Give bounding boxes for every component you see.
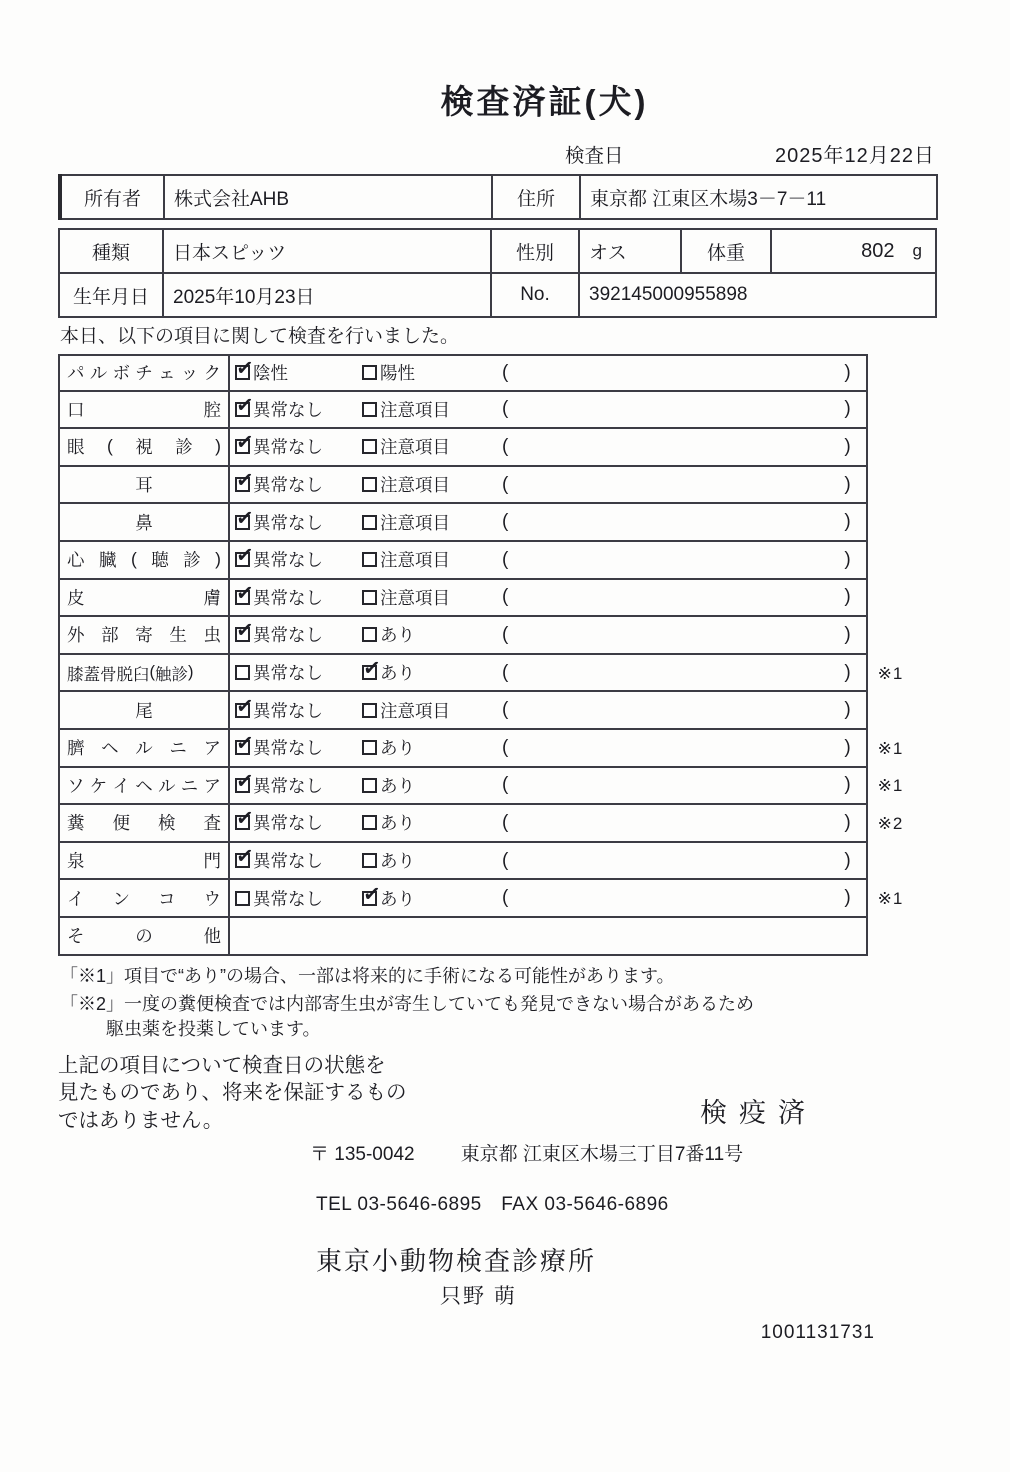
remarks-field: [502, 398, 866, 420]
check-mark-icon: ✓: [234, 430, 255, 456]
item-label: そ の 他: [60, 918, 230, 954]
row-note: ※1: [877, 889, 904, 909]
option-1-label: 異常なし: [253, 399, 323, 420]
checklist-row: [58, 504, 935, 542]
paren-close: ): [844, 887, 851, 909]
birth-label: 生年月日: [59, 273, 163, 317]
paren-close: ): [844, 586, 851, 608]
option-2-label: あり: [380, 738, 415, 759]
checkbox-option-1: [234, 806, 255, 832]
option-2: [362, 434, 502, 459]
item-options: [230, 392, 866, 428]
option-1: [234, 430, 362, 459]
paren-open: (: [502, 435, 509, 457]
checklist-row: [58, 467, 935, 505]
veterinarian-name: 只野 萌: [440, 1285, 517, 1308]
item-options: [230, 692, 866, 728]
row-note: [868, 918, 935, 956]
item-options: [230, 730, 866, 766]
checkbox-option-2: [362, 590, 377, 605]
checklist-row: [58, 768, 935, 806]
option-1: [234, 768, 362, 798]
owner-value: 株式会社AHB: [164, 175, 492, 219]
paren-open: (: [502, 398, 509, 420]
checkbox-option-1: [235, 665, 250, 680]
paren-open: (: [502, 361, 509, 383]
option-2-label: 注意項目: [380, 475, 450, 496]
footnote-2-line2: 駆虫薬を投薬しています。: [106, 1018, 321, 1039]
row-note: ※1: [877, 663, 904, 683]
option-2: [362, 698, 502, 723]
checkbox-option-1: [234, 844, 255, 869]
disclaimer-line2: 見たものであり、将来を保証するもの: [58, 1081, 407, 1104]
option-1: [234, 618, 362, 647]
checkbox-option-2: [362, 552, 377, 567]
option-2-label: あり: [380, 625, 415, 646]
item-label: 鼻: [60, 504, 230, 540]
checklist-row: [58, 692, 935, 730]
checklist-row: [58, 805, 935, 843]
option-2-label: あり: [380, 813, 415, 834]
checklist-row: [58, 617, 935, 655]
footnote-2-line1: 「※2」一度の糞便検査では内部寄生虫が寄生していても発見できない場合があるため: [60, 993, 755, 1014]
checklist-row: [58, 880, 935, 918]
table-row: [59, 273, 936, 317]
option-1-label: 異常なし: [253, 738, 323, 759]
item-options: [230, 356, 866, 390]
row-note: [868, 429, 935, 467]
remarks-field: [502, 586, 866, 608]
paren-open: (: [502, 887, 509, 909]
paren-open: (: [502, 623, 509, 645]
paren-open: (: [502, 473, 509, 495]
checkbox-option-1: [234, 505, 255, 531]
row-note: ※1: [877, 776, 904, 796]
paren-open: (: [502, 699, 509, 721]
remarks-field: [502, 812, 866, 834]
item-options: [230, 805, 866, 841]
paren-open: (: [502, 736, 509, 758]
footnote-2: [60, 992, 935, 1042]
checkbox-option-1: [234, 468, 255, 493]
option-2: [361, 656, 502, 685]
checklist-row: [58, 655, 935, 693]
checkbox-option-2: [362, 778, 377, 793]
checkbox-option-2: [362, 815, 377, 830]
checkbox-option-1: [234, 356, 255, 382]
intro-text: 本日、以下の項目に関して検査を行いました。: [60, 326, 460, 347]
option-1: [234, 581, 362, 610]
remarks-field: [502, 362, 866, 384]
checkbox-option-1: [234, 768, 255, 794]
checkbox-option-2: [362, 402, 377, 417]
address-label: 住所: [492, 175, 580, 219]
item-label: 心 臓 ( 聴 診 ): [60, 542, 230, 578]
item-label: 糞 便 検 査: [60, 805, 230, 841]
paren-open: (: [502, 811, 509, 833]
check-mark-icon: ✓: [234, 468, 255, 493]
option-1-label: 異常なし: [253, 437, 323, 458]
item-label: 眼 ( 視 診 ): [60, 429, 230, 465]
option-1: [234, 731, 362, 760]
option-1: [234, 505, 362, 535]
owner-table: [58, 174, 938, 220]
paren-open: (: [502, 511, 509, 533]
option-2-label: 注意項目: [380, 700, 450, 721]
exam-date-row: [58, 138, 935, 168]
option-1-label: 異常なし: [253, 550, 323, 571]
option-1-label: 異常なし: [253, 512, 323, 533]
remarks-field: [502, 549, 866, 571]
animal-info-table: [58, 228, 937, 318]
option-2-label: あり: [380, 851, 415, 872]
disclaimer-line1: 上記の項目について検査日の状態を: [58, 1053, 386, 1077]
table-row: [59, 229, 936, 273]
option-1-label: 異常なし: [253, 851, 323, 872]
option-1: [235, 886, 362, 911]
option-1: [234, 543, 362, 572]
clinic-name: 東京小動物検査診療所: [316, 1246, 597, 1276]
paren-close: ): [844, 699, 851, 721]
row-note: [868, 692, 935, 730]
option-1: [234, 844, 362, 873]
option-2: [362, 397, 502, 422]
checklist-row: [58, 730, 935, 768]
checkbox-option-2: [362, 627, 377, 642]
row-note: [868, 504, 935, 542]
remarks-field: [502, 850, 866, 872]
row-note: [868, 392, 935, 430]
option-2: [362, 810, 502, 835]
row-note: [868, 843, 935, 881]
clinic-address: 東京都 江東区木場三丁目7番11号: [460, 1144, 744, 1165]
row-note: [868, 354, 935, 392]
item-options: [230, 880, 866, 916]
exam-checklist: [58, 354, 935, 956]
item-options: [230, 918, 866, 954]
item-options: [230, 429, 866, 465]
no-label: No.: [491, 273, 579, 317]
option-1: [234, 356, 362, 385]
remarks-field: [502, 887, 866, 909]
option-2: [362, 360, 502, 385]
item-options: [230, 542, 866, 578]
table-row: [60, 175, 937, 219]
option-1-label: 異常なし: [253, 888, 323, 909]
row-note: [868, 617, 935, 655]
paren-close: ): [844, 511, 851, 533]
checkbox-option-1: [235, 891, 250, 906]
paren-open: (: [502, 661, 509, 683]
remarks-field: [502, 511, 866, 533]
row-note: [868, 542, 935, 580]
option-2-label: あり: [380, 888, 415, 909]
birth-value: 2025年10月23日: [163, 273, 491, 317]
item-label: 口 腔: [60, 392, 230, 428]
tel-fax-line: TEL 03-5646-6895 FAX 03-5646-6896: [316, 1194, 669, 1215]
option-1: [235, 660, 362, 685]
remarks-field: [502, 662, 866, 684]
sex-label: 性別: [491, 229, 579, 273]
paren-close: ): [844, 435, 851, 457]
remarks-field: [502, 737, 866, 759]
row-note: ※1: [877, 738, 904, 758]
item-label: ソ ケ イ ヘ ル ニ ア: [60, 768, 230, 804]
paren-close: ): [844, 736, 851, 758]
check-mark-icon: ✓: [234, 505, 255, 531]
item-label: 外 部 寄 生 虫: [60, 617, 230, 653]
paren-open: (: [502, 774, 509, 796]
option-2-label: あり: [380, 663, 415, 684]
checkbox-option-2: [361, 881, 382, 907]
checkbox-option-1: [234, 731, 255, 757]
item-label: 尾: [60, 692, 230, 728]
option-2-label: あり: [380, 775, 415, 796]
option-2-label: 陽性: [380, 363, 415, 384]
check-mark-icon: ✓: [234, 731, 255, 757]
option-2-label: 注意項目: [380, 512, 450, 533]
checkbox-option-1: [234, 618, 255, 644]
checklist-row: [58, 392, 935, 430]
weight-cell: [771, 229, 936, 273]
paren-open: (: [502, 586, 509, 608]
item-options: [230, 580, 866, 616]
paren-close: ): [844, 398, 851, 420]
option-1: [234, 806, 362, 835]
postal-code: 〒 135-0042: [310, 1144, 415, 1165]
breed-value: 日本スピッツ: [163, 229, 491, 273]
paren-open: (: [502, 548, 509, 570]
checkbox-option-2: [362, 439, 377, 454]
row-note: ※2: [877, 813, 904, 833]
weight-value: 802: [861, 239, 895, 262]
weight-label: 体重: [681, 229, 771, 273]
checkbox-option-2: [362, 853, 377, 868]
option-2: [362, 585, 502, 610]
disclaimer-text: [58, 1052, 407, 1135]
paren-open: (: [502, 849, 509, 871]
option-2: [361, 881, 502, 911]
paren-close: ): [844, 661, 851, 683]
clinic-address-row: [310, 1139, 935, 1166]
item-label: 泉 門: [60, 843, 230, 879]
option-1-label: 異常なし: [253, 587, 323, 608]
option-1-label: 異常なし: [253, 700, 323, 721]
remarks-field: [502, 774, 866, 796]
check-mark-icon: ✓: [361, 656, 382, 681]
checkbox-option-2: [362, 515, 377, 530]
item-label: 臍 ヘ ル ニ ア: [60, 730, 230, 766]
option-2: [362, 848, 502, 873]
checkbox-option-1: [234, 393, 255, 418]
option-2-label: 注意項目: [380, 550, 450, 571]
paren-close: ): [844, 623, 851, 645]
page-title: 検査済証(犬): [440, 83, 649, 120]
paren-close: ): [844, 849, 851, 871]
checklist-row: [58, 429, 935, 467]
remarks-field: [502, 624, 866, 646]
option-1-label: 陰性: [253, 363, 288, 384]
item-options: [230, 655, 866, 691]
check-mark-icon: ✓: [234, 768, 255, 794]
address-value: 東京都 江東区木場3－7－11: [580, 175, 937, 219]
option-2: [362, 735, 502, 760]
quarantine-stamp: 検疫済: [700, 1098, 817, 1128]
document-number: 1001131731: [760, 1322, 875, 1343]
option-2: [362, 622, 502, 647]
check-mark-icon: ✓: [234, 393, 255, 418]
option-1: [234, 693, 362, 723]
paren-close: ): [844, 548, 851, 570]
checkbox-option-1: [234, 430, 255, 456]
paren-close: ): [844, 774, 851, 796]
checklist-row: [58, 843, 935, 881]
breed-label: 種類: [59, 229, 163, 273]
option-1-label: 異常なし: [253, 663, 323, 684]
check-mark-icon: ✓: [234, 693, 255, 719]
item-options: [230, 504, 866, 540]
check-mark-icon: ✓: [234, 806, 255, 832]
checklist-row: [58, 580, 935, 618]
checkbox-option-2: [361, 656, 382, 681]
item-label: 耳: [60, 467, 230, 503]
checkbox-option-1: [234, 581, 255, 606]
row-note: [868, 467, 935, 505]
weight-unit: g: [912, 241, 922, 260]
remarks-field: [502, 699, 866, 721]
paren-close: ): [844, 811, 851, 833]
item-options: [230, 843, 866, 879]
item-options: [230, 467, 866, 503]
paren-close: ): [844, 473, 851, 495]
option-2: [362, 773, 502, 798]
exam-date-value: 2025年12月22日: [775, 145, 935, 167]
item-options: [230, 617, 866, 653]
checklist-row: [58, 354, 935, 392]
check-mark-icon: ✓: [234, 543, 255, 569]
option-1: [234, 393, 362, 422]
check-mark-icon: ✓: [361, 881, 382, 907]
option-2: [362, 510, 502, 535]
checkbox-option-2: [362, 740, 377, 755]
option-1-label: 異常なし: [253, 475, 323, 496]
checkbox-option-2: [362, 365, 377, 380]
check-mark-icon: ✓: [234, 844, 255, 869]
remarks-field: [502, 436, 866, 458]
checkbox-option-2: [362, 703, 377, 718]
no-value: 392145000955898: [579, 273, 936, 317]
check-mark-icon: ✓: [234, 618, 255, 644]
remarks-field: [502, 474, 866, 496]
option-2-label: 注意項目: [380, 437, 450, 458]
check-mark-icon: ✓: [234, 356, 255, 382]
checkbox-option-1: [234, 693, 255, 719]
item-label: 皮 膚: [60, 580, 230, 616]
option-1-label: 異常なし: [253, 625, 323, 646]
owner-label: 所有者: [60, 175, 164, 219]
checklist-row: [58, 918, 935, 956]
sex-value: オス: [579, 229, 681, 273]
row-note: [868, 580, 935, 618]
item-options: [230, 768, 866, 804]
option-1-label: 異常なし: [253, 813, 323, 834]
check-mark-icon: ✓: [234, 581, 255, 606]
item-label: パ ル ボ チ ェ ッ ク: [60, 356, 230, 390]
option-1-label: 異常なし: [253, 775, 323, 796]
item-label: 膝 蓋 骨 脱 臼 ( 触 診 ): [60, 655, 230, 691]
option-2-label: 注意項目: [380, 587, 450, 608]
option-2: [362, 472, 502, 497]
option-2-label: 注意項目: [380, 399, 450, 420]
checkbox-option-1: [234, 543, 255, 569]
checklist-row: [58, 542, 935, 580]
item-label: イ ン コ ウ: [60, 880, 230, 916]
checkbox-option-2: [362, 477, 377, 492]
option-2: [362, 547, 502, 572]
disclaimer-line3: ではありません。: [58, 1108, 224, 1132]
option-1: [234, 468, 362, 497]
paren-close: ): [844, 361, 851, 383]
footnote-1: 「※1」項目で“あり”の場合、一部は将来的に手術になる可能性があります。: [60, 965, 675, 986]
exam-date-label: 検査日: [565, 145, 624, 167]
